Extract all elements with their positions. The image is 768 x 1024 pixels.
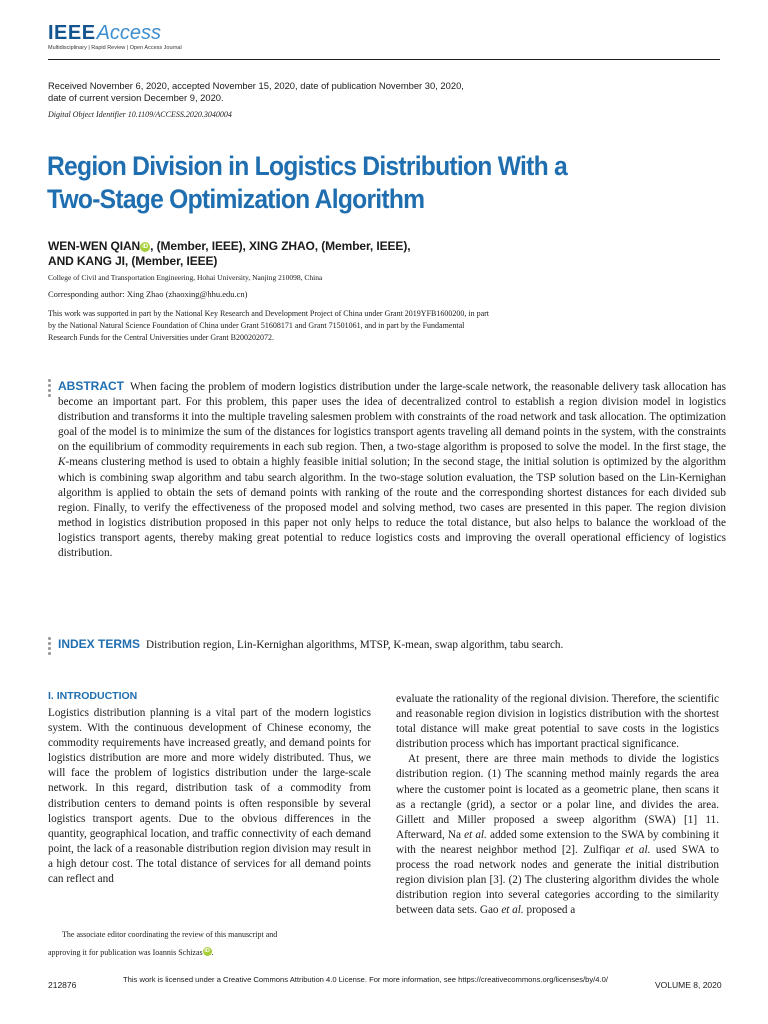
logo-ieee-text: IEEE (48, 22, 96, 44)
et-al: et al. (625, 843, 651, 856)
funding-statement (48, 308, 648, 344)
funding-line: by the National Natural Science Foundation of China under Grant 51608171 and Grant 71501061, and in part by the Fundamental (48, 321, 465, 330)
dates-line-2: date of current version December 9, 2020. (48, 92, 224, 103)
section-heading-introduction: I. INTRODUCTION (48, 690, 138, 702)
abstract-k-symbol: K (58, 456, 66, 469)
affiliation: College of Civil and Transportation Engineering, Hohai University, Nanjing 210098, China (48, 273, 323, 282)
logo-access-text: Access (96, 22, 162, 44)
abstract-text-2: -means clustering method is used to obtain a highly feasible initial solution; In the second stage, the initial solution is optimized by the algorithm which is combining swap algorithm and tabu search algorithm. In the two-stage solution evaluation, the TSP solution based on the Lin-Kernighan algorithm is applied to obtain the sets of demand points with ranking of the route and the corresponding shortest distances for each divided sub region. Finally, to verify the effectiveness of the proposed model and solving method, two cases are presented in this paper. The region division method in logistics distribution proposed in this paper not only helps to reduce the total distance, but also helps to balance the workload of the logistics transport agents, thereby making great potential to reduce logistics costs and improving the overall operational efficiency of logistics distribution. (58, 456, 726, 560)
right-column (396, 692, 719, 918)
author-name: WEN-WEN QIAN (48, 239, 141, 253)
abstract (58, 379, 726, 561)
abstract-dots-icon (48, 379, 52, 399)
dates-line-1: Received November 6, 2020, accepted November 15, 2020, date of publication November 30, 2020, (48, 80, 464, 91)
orcid-icon[interactable]: iD (140, 242, 150, 252)
orcid-icon[interactable]: iD (204, 948, 210, 954)
funding-line: Research Funds for the Central Universities under Grant B200202072. (48, 333, 274, 342)
et-al: et al. (501, 904, 524, 917)
journal-tagline: Multidisciplinary | Rapid Review | Open Access Journal (48, 45, 182, 51)
volume-label: VOLUME 8, 2020 (655, 980, 722, 990)
license-notice[interactable]: This work is licensed under a Creative Commons Attribution 4.0 License. For more information, see https://creativecommons.org/licenses/by/4.0/ (123, 975, 608, 984)
intro-paragraph (396, 752, 719, 918)
footnote-line-1: The associate editor coordinating the review of this manuscript and (62, 930, 278, 939)
intro-paragraph: Logistics distribution planning is a vital part of the modern logistics system. With the continuous development of Chinese economy, the commodity requirements have increased greatly, and demand points for logistics distribution are more and more widely distributed. Thus, we will face the problem of logistics distribution under the large-scale network. In this regard, distribution task of a commodity from distribution centers to demand points is often responsible by several logistics transport agents. Due to the obvious differences in the quantity, geographical location, and traffic connectivity of each demand point, the lack of a reasonable distribution region division may result in a high detour cost. The total distance of services for all demand points can reflect and (48, 707, 371, 886)
index-terms-heading: INDEX TERMS (58, 637, 141, 651)
text-run: proposed a (523, 904, 576, 917)
author-list-line-2: AND KANG JI, (Member, IEEE) (48, 254, 218, 268)
text-run: added some extension to the SWA by combining it with the nearest neighbor method [2]. Zulfiqar (396, 828, 719, 856)
footnote-line-2: approving it for publication was Ioannis Schizas (48, 948, 203, 957)
index-terms-dots-icon (48, 637, 52, 657)
editor-footnote (48, 926, 371, 962)
title-line-1: Region Division in Logistics Distribution With a (47, 151, 567, 181)
funding-line: This work was supported in part by the National Key Research and Development Project of China under Grant 2019YFB1600200, in part (48, 309, 490, 318)
publication-dates (48, 80, 568, 104)
doi[interactable]: Digital Object Identifier 10.1109/ACCESS.2020.3040004 (48, 110, 232, 119)
index-terms-text: Distribution region, Lin-Kernighan algorithms, MTSP, K-mean, swap algorithm, tabu search. (146, 639, 564, 651)
footnote-period: . (211, 948, 214, 957)
header-divider (48, 59, 720, 60)
paper-title (47, 150, 672, 216)
abstract-heading: ABSTRACT (58, 379, 124, 393)
journal-logo (48, 22, 182, 51)
author-list (48, 239, 568, 269)
author-list-rest: , (Member, IEEE), XING ZHAO, (Member, IEEE), (150, 239, 411, 253)
title-line-2: Two-Stage Optimization Algorithm (47, 184, 425, 214)
et-al: et al. (464, 828, 487, 841)
abstract-text-1: When facing the problem of modern logistics distribution under the large-scale network, the reasonable delivery task allocation has become an important part. For this problem, this paper uses the idea of decentralized control to establish a region division model in logistics distribution and transforms it into the multiple traveling salesmen problem with constraints of the road network and task allocation. The optimization goal of the model is to minimize the sum of the distances for logistics transport agents traveling all demand points in the system, with the constraints on the equilibrium of commodity requirements in each sub region. Then, a two-stage algorithm is proposed to solve the model. In the first stage, the (58, 381, 726, 454)
index-terms (58, 637, 726, 653)
page-number: 212876 (48, 980, 77, 990)
text-run: At present, there are three main methods to divide the logistics distribution region. (1) The scanning method mainly regards the area where the customer point is located as a geometric plane, then scans it as a rectangle (grid), a sector or a polar line, and divides the area. Gillett and Miller proposed a sweep algorithm (SWA) [1] 11. Afterward, Na (396, 753, 719, 841)
left-column (48, 706, 371, 887)
corresponding-author: Corresponding author: Xing Zhao (zhaoxing@hhu.edu.cn) (48, 289, 248, 299)
text-run: used SWA to process the road network nodes and generate the initial distribution region division plan [3]. (2) The clustering algorithm divides the whole distribution region into several categories according to the similarity between data sets. Gao (396, 843, 719, 917)
intro-paragraph: evaluate the rationality of the regional division. Therefore, the scientific and reasonable region division in logistics distribution with the shortest total distance will make great potential to save costs in the logistics distribution process which has important practical significance. (396, 693, 719, 751)
